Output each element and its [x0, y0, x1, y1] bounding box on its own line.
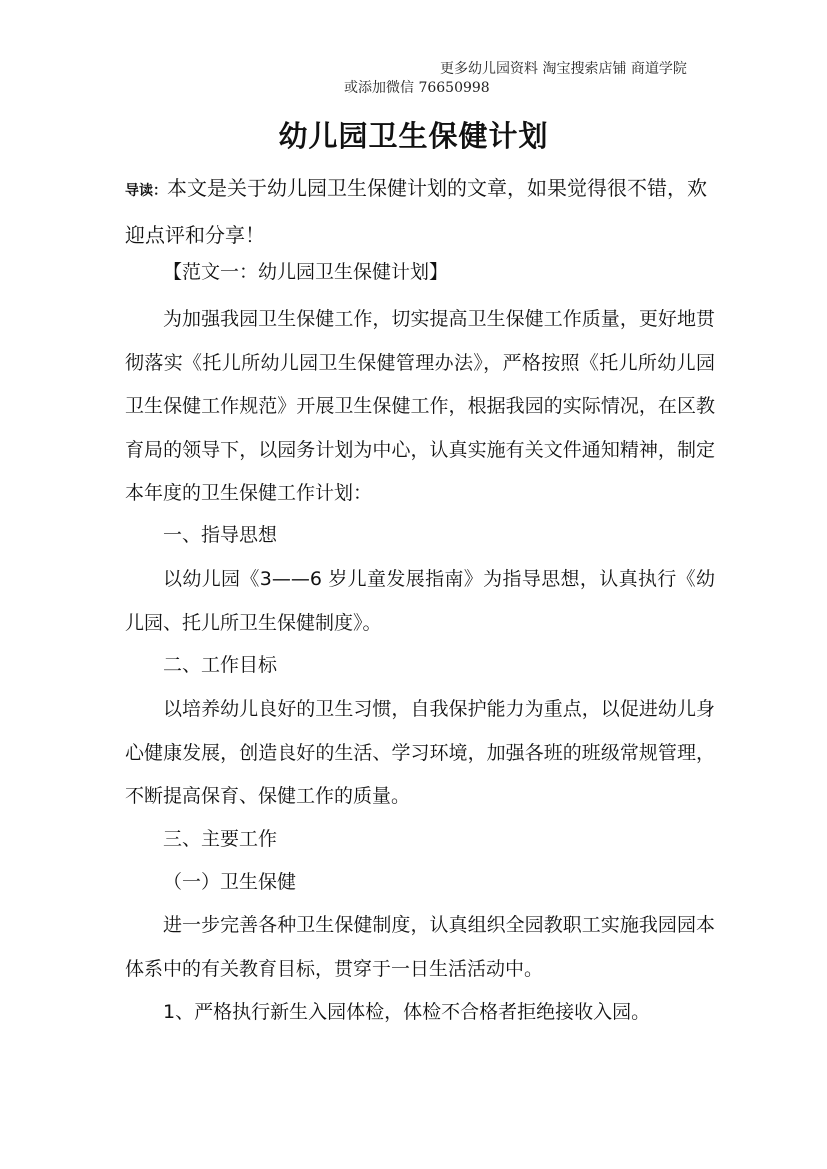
header-ad-line-2: 或添加微信 76650998	[344, 80, 490, 96]
paragraph-1: 为加强我园卫生保健工作，切实提高卫生保健工作质量，更好地贯彻落实《托儿所幼儿园卫生保健管理办法》，严格按照《托儿所幼儿园卫生保健工作规范》开展卫生保健工作，根据我园的实际情况，在区教育局的领导下，以园务计划为中心，认真实施有关文件通知精神，制定本年度的卫生保健工作计划：	[125, 308, 715, 504]
header-ad-line-1: 更多幼儿园资料 淘宝搜索店铺 商道学院	[440, 61, 687, 77]
intro-lead: 导读：	[125, 183, 167, 199]
heading-guiding-thought: 一、指导思想	[163, 524, 278, 546]
paragraph-4: 进一步完善各种卫生保健制度，认真组织全园教职工实施我园园本体系中的有关教育目标，贯穿于一日生活活动中。	[125, 914, 715, 980]
heading-hygiene-care: （一）卫生保健	[163, 871, 297, 893]
heading-main-work: 三、主要工作	[163, 828, 278, 850]
heading-work-goals: 二、工作目标	[163, 654, 278, 676]
section-title: 【范文一：幼儿园卫生保健计划】	[163, 261, 449, 283]
paragraph-3: 以培养幼儿良好的卫生习惯，自我保护能力为重点，以促进幼儿身心健康发展，创造良好的生活、学习环境，加强各班的班级常规管理，不断提高保育、保健工作的质量。	[125, 698, 715, 807]
document-title: 幼儿园卫生保健计划	[278, 119, 549, 153]
paragraph-5: 1、严格执行新生入园体检，体检不合格者拒绝接收入园。	[163, 1001, 651, 1023]
intro-paragraph	[125, 166, 715, 257]
intro-text: 本文是关于幼儿园卫生保健计划的文章，如果觉得很不错，欢迎点评和分享！	[125, 176, 707, 247]
paragraph-2: 以幼儿园《3——6 岁儿童发展指南》为指导思想，认真执行《幼儿园、托儿所卫生保健制度》。	[125, 568, 715, 634]
